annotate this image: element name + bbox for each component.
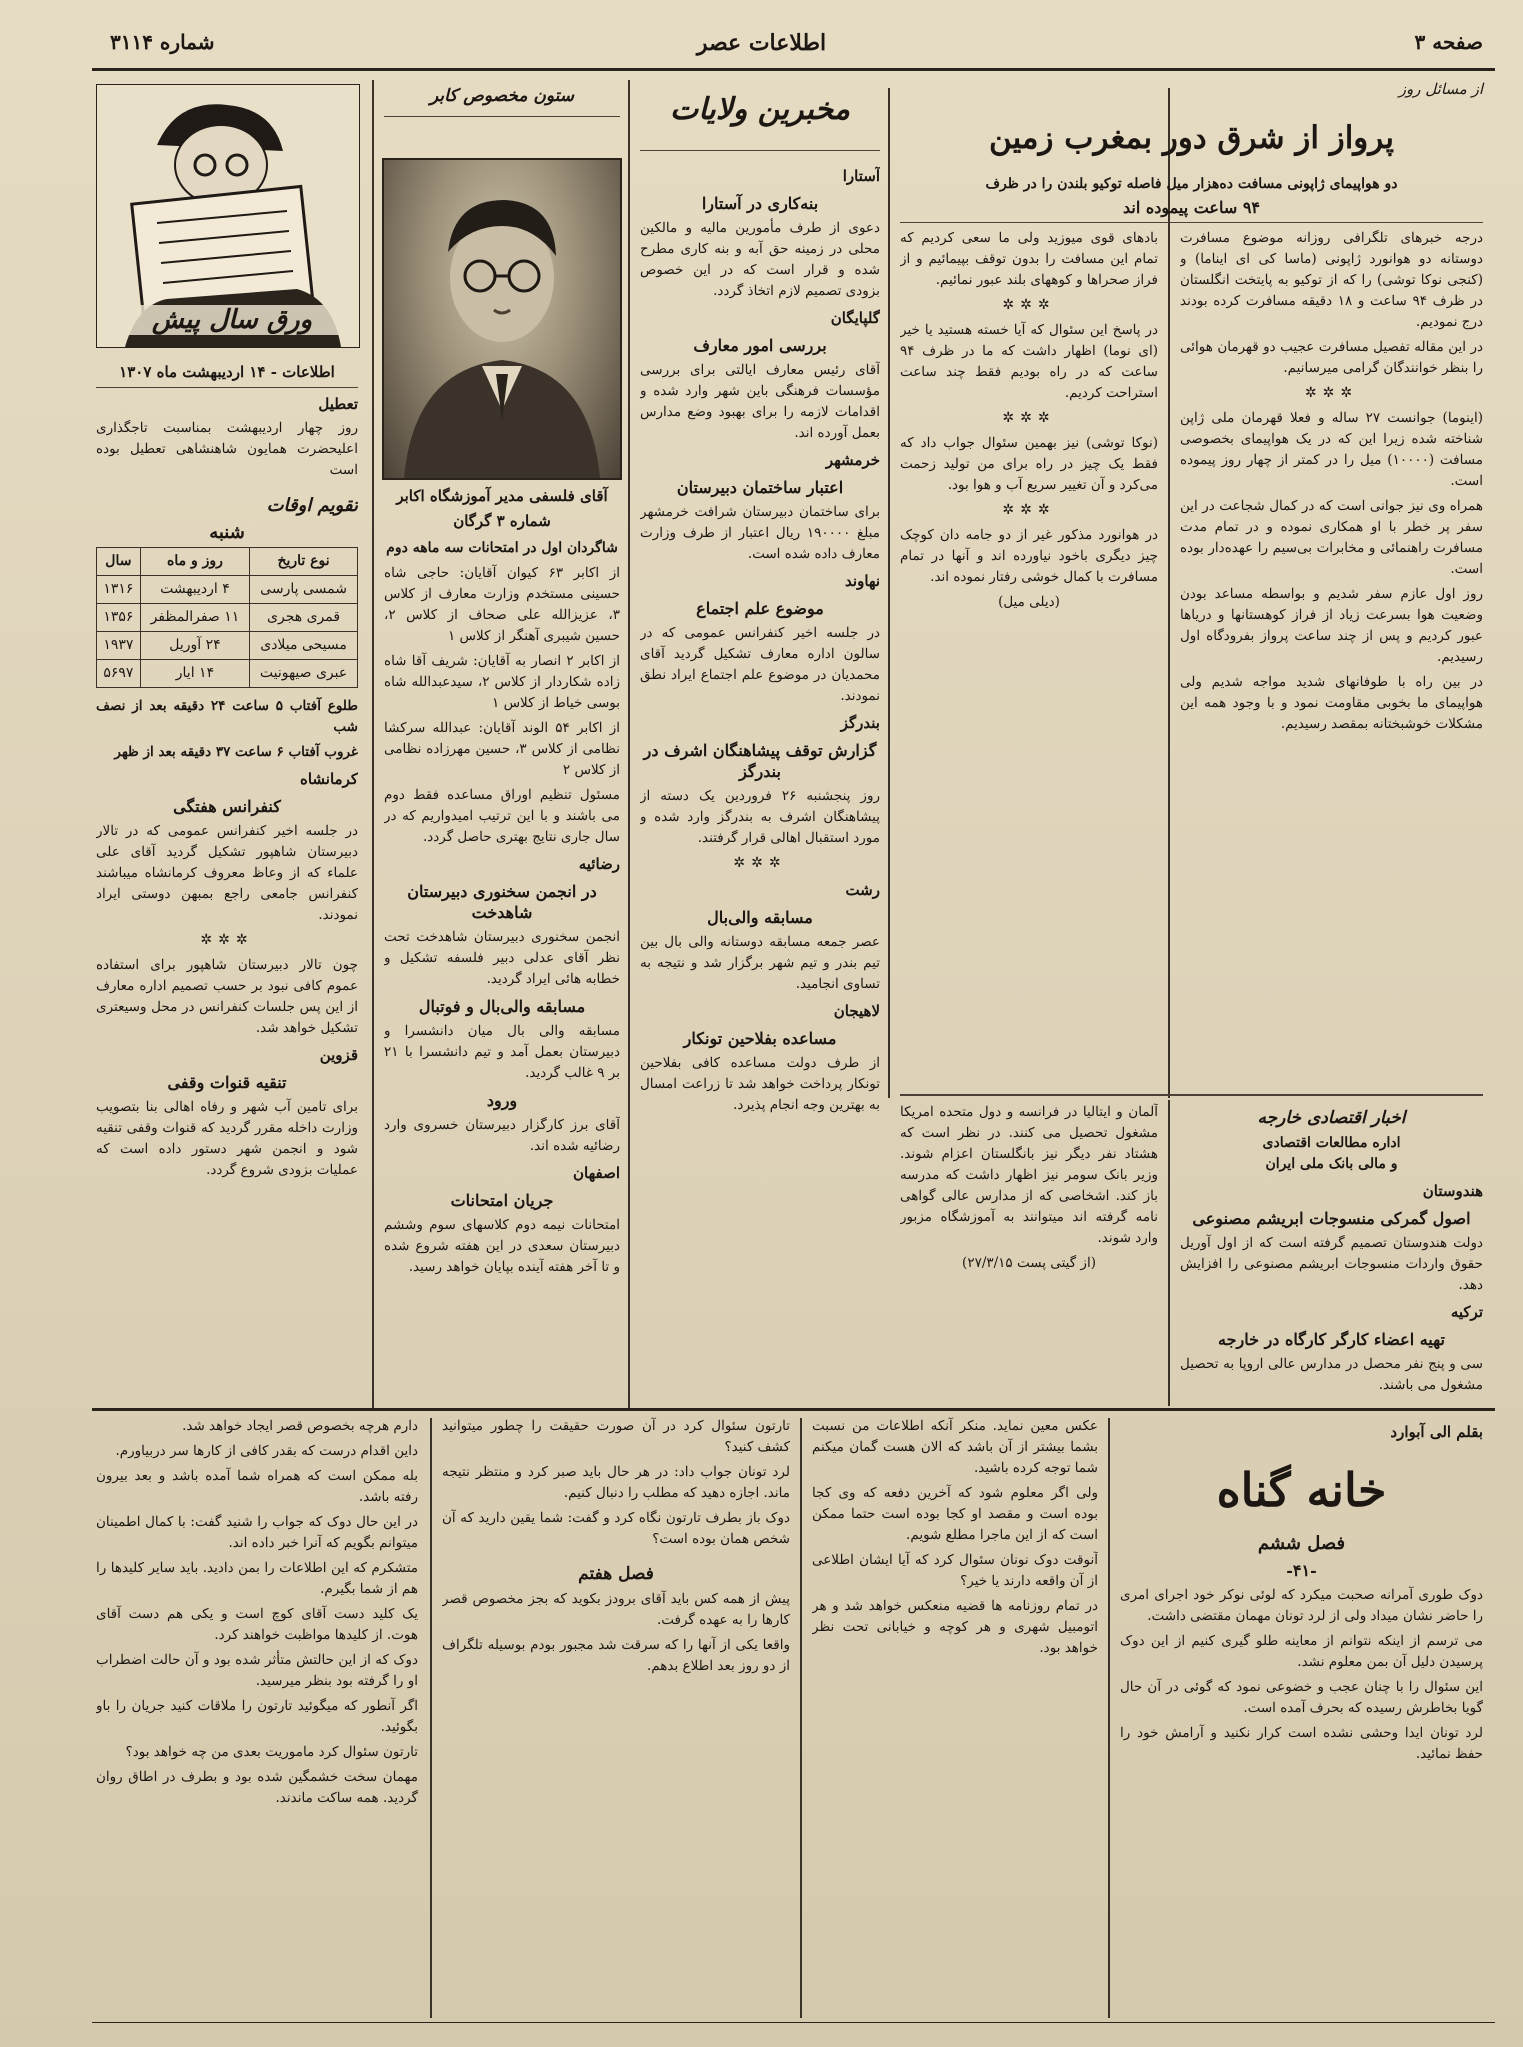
section-place: بندرگز [840, 714, 880, 732]
provinces-column [640, 160, 880, 1400]
section-subheading: کنفرانس هفتگی [173, 797, 281, 816]
section-place: گلپایگان [830, 309, 880, 327]
section-text: در جلسه اخیر کنفرانس عمومی که در تالار دبیرستان شاهپور تشکیل گردید آقای علی علماء که از وعاظ معروف کرمانشاه میباشند کنفرانس جامعی راجع بمبهن دوستی ایراد نمودند. [96, 823, 358, 923]
serial-paragraph: ولی اگر معلوم شود که آخرین دفعه که وی کجا بوده است و مقصد او کجا بوده است حتما ممکن است که از این ماجرا مطلع شویم. [812, 1485, 1098, 1543]
serial-paragraph: داین اقدام درست که بقدر کافی از کارها سر دربیاورم. [115, 1443, 418, 1459]
column-rule [1168, 88, 1170, 1098]
star-divider: ✲✲✲ [200, 932, 254, 948]
serial-continued-column-2 [442, 1416, 790, 2016]
section-heading: مسابقه والی‌بال و فوتبال [418, 997, 586, 1016]
calendar-row [97, 660, 358, 688]
serial-paragraph: دوک طوری آمرانه صحبت میکرد که لوئی نوکر خود اجرای امری را حاضر نشان میداد ولی از لرد تونان مهمان مقتضی داشت. [1120, 1587, 1483, 1624]
calendar-cell: ۵۶۹۷ [97, 660, 141, 688]
serial-paragraph: اگر آنطور که میگوئید تارتون را ملاقات کنید جریان را باو بگوئید. [96, 1698, 418, 1735]
exam-heading: شاگردان اول در امتحانات سه ماهه دوم [386, 540, 618, 556]
calendar-cell: ۱۹۳۷ [97, 632, 141, 660]
section-heading: موضوع علم اجتماع [696, 599, 824, 618]
economic-news-column [1180, 1102, 1483, 1402]
city-heading: رضائیه [578, 855, 620, 873]
section-text: چون تالار دبیرستان شاهپور برای استفاده عموم کافی نبود بر حسب تصمیم اداره معارف از این پس جلسات کنفرانس در محل وسیعتری تشکیل خواهد شد. [96, 957, 358, 1036]
header-rule [92, 68, 1495, 71]
section-text: از طرف دولت مساعده کافی بفلاحین تونکار پرداخت خواهد شد تا زراعت امسال به بهترین وجه انجام پذیرد. [640, 1055, 880, 1113]
sunset-time: غروب آفتاب ۶ ساعت ۳۷ دقیقه بعد از ظهر [114, 744, 358, 760]
column-rule [430, 1418, 432, 2018]
page-number: صفحه ۳ [1414, 30, 1483, 54]
main-story-column-b [900, 228, 1158, 1090]
section-text: برای ساختمان دبیرستان شرافت خرمشهر مبلغ ۱۹۰۰۰۰ ریال اعتبار از طرف وزارت معارف داده شده است. [640, 504, 880, 562]
serial-paragraph: دارم هرچه بخصوص قصر ایجاد خواهد شد. [182, 1418, 418, 1434]
section-rule [900, 1094, 1483, 1096]
story-paragraph: بادهای قوی میوزید ولی ما سعی کردیم که تمام این مسافت را بدون توقف بپیمائیم و از فراز صحراها و کوههای بلند عبور نمائیم. [900, 230, 1158, 288]
calendar-cell: ۴ اردیبهشت [140, 576, 249, 604]
serial-chapter-7: فصل هفتم [578, 1564, 654, 1584]
serial-paragraph: یک کلید دست آقای کوچ است و یکی هم دست آقای هوت. از کلیدها مواظبت خواهند کرد. [96, 1606, 418, 1643]
photo-caption-line1: آقای فلسفی مدیر آموزشگاه اکابر [396, 487, 608, 505]
exam-paragraph: مسئول تنظیم اوراق مساعده فقط دوم می باشند و با این ترتیب امیدواریم که در سال جاری نتایج بهتری حاصل گردد. [384, 787, 620, 845]
section-text: مسابقه والی بال میان دانشسرا و دبیرستان بعمل آمد و تیم دانشسرا با ۲۱ بر ۹ غالب گردید. [384, 1023, 620, 1081]
economic-source-line2: و مالی بانک ملی ایران [1265, 1156, 1398, 1172]
serial-paragraph: تارتون سئوال کرد در آن صورت حقیقت را چطور میتوانید کشف کنید؟ [442, 1418, 790, 1455]
section-text: امتحانات نیمه دوم کلاسهای سوم وششم دبیرستان سعدی در این هفته شروع شده و تا آخر هفته آینده بپایان خواهد رسید. [384, 1217, 620, 1275]
date-rule [96, 387, 358, 388]
issue-number: شماره ۳۱۱۴ [110, 30, 215, 54]
exam-paragraph: از اکابر ۶۳ کیوان آقایان: حاجی شاه حسینی مستخدم وزارت معارف از کلاس ۳، عزیزالله علی صحاف از کلاس ۲، حسین شیبری آهنگر از کلاس ۱ [384, 565, 620, 644]
serial-byline: بقلم الی آبوارد [1390, 1423, 1483, 1441]
serial-continued-column-1 [812, 1416, 1098, 2016]
serial-paragraph: این سئوال را با چنان عجب و خضوعی نمود که گوئی در آن حال گویا بخاطرش رسیده که بحرف آمده است. [1120, 1679, 1483, 1716]
calendar-header-row [97, 548, 358, 576]
serial-paragraph: مهمان سخت خشمگین شده بود و بطرف در اطاق روان گردید. همه ساکت ماندند. [96, 1769, 418, 1806]
footer-rule [92, 2022, 1495, 2023]
section-heading: بررسی امور معارف [693, 336, 827, 355]
title-rule [384, 116, 620, 117]
calendar-col-day: روز و ماه [140, 548, 249, 576]
serial-paragraph: دوک باز بطرف تارتون نگاه کرد و گفت: شما یقین دارید که آن شخص همان بوده است؟ [442, 1510, 790, 1547]
calendar-cell: ۱۳۱۶ [97, 576, 141, 604]
star-divider: ✲✲✲ [1304, 385, 1359, 401]
section-heading: اعتبار ساختمان دبیرستان [676, 478, 844, 497]
section-subheading: تنقیه قنوات وقفی [167, 1073, 287, 1092]
story-paragraph: درجه خبرهای تلگرافی روزانه موضوع مسافرت دوستانه دو هوانورد ژاپونی (ماسا کی ای ایناما) و (کنجی نوکا توشی) را که از توکیو به پایتخت انگلستان در ظرف ۹۴ ساعت و ۱۸ دقیقه مسافرت کرده بودند درج نمودیم. [1180, 230, 1483, 330]
headline-rule [900, 222, 1483, 223]
main-subtitle-line2: ۹۴ ساعت پیموده اند [1122, 198, 1261, 217]
serial-title: خانه گناه [1216, 1463, 1387, 1517]
calendar-cell: قمری هجری [250, 604, 358, 632]
holiday-text: روز چهار اردیبهشت بمناسبت تاجگذاری اعلیحضرت همایون شاهنشاهی تعطیل بوده است [96, 420, 358, 478]
section-heading: گزارش توقف پیشاهنگان اشرف در بندرگز [643, 741, 877, 781]
serial-paragraph: واقعا یکی از آنها را که سرقت شد مجبور بودم بوسیله تلگراف از دو روز بعد اطلاع بدهم. [442, 1637, 790, 1674]
section-subheading: در انجمن سخنوری دبیرستان شاهدخت [407, 882, 597, 922]
serial-paragraph: لرد تونان ایدا وحشی نشده است کرار نکنید و آرامش خود را حفظ نمائید. [1120, 1725, 1483, 1762]
main-subtitle-line1: دو هواپیمای ژاپونی مسافت ده‌هزار میل فاصله توکیو بلندن را در ظرف [985, 176, 1398, 192]
calendar-row [97, 632, 358, 660]
story-paragraph: روز اول عازم سفر شدیم و بواسطه مساعد بودن وضعیت هوا بسرعت زیاد از فراز کوهستانها و دریاها عبور کردیم و پس از چند ساعت پرواز بفرودگاه اول رسیدیم. [1180, 586, 1483, 665]
section-text: عصر جمعه مسابقه دوستانه والی بال بین تیم بندر و تیم شهر برگزار شد و نتیجه به تساوی انجامید. [640, 934, 880, 992]
section-heading: مسابقه والی‌بال [707, 908, 813, 927]
column-rule [1108, 1418, 1110, 2018]
serial-chapter: فصل ششم [1257, 1533, 1346, 1554]
section-place: لاهیجان [833, 1002, 880, 1020]
economic-continued-column [900, 1102, 1158, 1402]
economic-source-line1: اداره مطالعات اقتصادی [1262, 1135, 1401, 1151]
portrait-figure [384, 160, 620, 478]
section-heading: مساعده بفلاحین تونکار [683, 1029, 837, 1048]
calendar-cell: شمسی پارسی [250, 576, 358, 604]
section-text: روز پنجشنبه ۲۶ فروردین یک دسته از پیشاهنگان اشرف به بندرگز وارد شده و مورد استقبال اهالی قرار گرفتند. [640, 788, 880, 846]
section-subheading: جریان امتحانات [450, 1191, 554, 1210]
section-text: آقای رئیس معارف ایالتی برای بررسی مؤسسات فرهنگی باین شهر وارد شده و اقدامات لازمه را برای بهبود وضع مدارس بعمل آورده اند. [640, 362, 880, 441]
title-rule [640, 150, 880, 151]
calendar-cell: مسیحی میلادی [250, 632, 358, 660]
serial-paragraph: پیش از همه کس باید آقای برودز بکوید که بجز مخصوص قصر کارها را به عهده گرفت. [442, 1591, 790, 1628]
calendar-heading: تقویم اوقات [266, 495, 358, 516]
exam-paragraph: از اکابر ۲ انصار به آقایان: شریف آقا شاه زاده شکاردار از کلاس ۲، سیدعبدالله شاه بوسی خیاط از کلاس ۱ [384, 653, 620, 711]
serial-paragraph: متشکرم که این اطلاعات را بمن دادید. باید سایر کلیدها را هم از شما بگیرم. [96, 1560, 418, 1597]
serial-section-rule [92, 1408, 1495, 1411]
economic-text: سی و پنج نفر محصل در مدارس عالی اروپا به تحصیل مشغول می باشند. [1180, 1356, 1483, 1393]
calendar-row [97, 604, 358, 632]
story-paragraph: (اینوما) جوانست ۲۷ ساله و فعلا قهرمان ملی ژاپن شناخته شده زیرا این که در یک هواپیمای بخصوصی مسافت (۱۰۰۰۰) میل را در کمتر از چهار روز پیموده است. [1180, 410, 1483, 489]
section-text: آقای برز کارگزار دبیرستان خسروی وارد رضائیه شده اند. [384, 1117, 620, 1154]
column-rule [888, 88, 890, 1098]
story-paragraph: همراه وی نیز جوانی است که در کمال شجاعت در این سفر پر خطر با او همکاری نموده و در تمام مدت مسافرت راهنمائی و مخابرات بی‌سیم را عهده‌دار بوده است. [1180, 498, 1483, 577]
serial-paragraph: عکس معین نماید. منکر آنکه اطلاعات من نسبت بشما بیشتر از آن باشد که الان هست گمان میکنم شما توجه کرده باشید. [812, 1418, 1098, 1476]
history-column [96, 356, 358, 1401]
section-place: خرمشهر [825, 451, 880, 469]
section-place: رشت [845, 881, 880, 899]
portrait-photo [382, 158, 622, 480]
star-divider: ✲✲✲ [733, 855, 787, 871]
serial-continued-column-3 [96, 1416, 418, 2016]
economic-text: دولت هندوستان تصمیم گرفته است که از اول آوریل حقوق واردات منسوجات ابریشم مصنوعی را افزایش دهد. [1180, 1235, 1483, 1293]
adult-column [384, 484, 620, 1404]
country-heading: ترکیه [1450, 1303, 1483, 1321]
calendar-cell: ۲۴ آوریل [140, 632, 249, 660]
calendar-cell: ۱۳۵۶ [97, 604, 141, 632]
continued-signature: (از گیتی پست ۲۷/۳/۱۵) [962, 1255, 1096, 1271]
column-rule [1168, 1100, 1170, 1406]
economic-heading: تهیه اعضاء کارگر کارگاه در خارجه [1218, 1330, 1445, 1349]
story-paragraph: (نوکا توشی) نیز بهمین سئوال جواب داد که فقط یک چیز در راه برای من تولید زحمت می‌کرد و آن تغییر سریع آب و هوا بود. [900, 435, 1158, 493]
serial-paragraph: دوک که از این حالتش متأثر شده بود و آن حالت اضطراب او را گرفته بود بنظر میرسید. [96, 1652, 418, 1689]
sunrise-time: طلوع آفتاب ۵ ساعت ۲۴ دقیقه بعد از نصف شب [96, 698, 358, 735]
holiday-heading: تعطیل [318, 395, 358, 413]
country-heading: هندوستان [1422, 1182, 1483, 1200]
section-text: برای تامین آب شهر و رفاه اهالی بنا بتصویب وزارت داخله مقرر گردید که قنوات وقفی تنقیه شود و انجمن شهر دستور داده است که عملیات بزودی شروع گردد. [96, 1099, 358, 1178]
calendar-cell: عبری صیهونیت [250, 660, 358, 688]
section-text: در جلسه اخیر کنفرانس عمومی که در سالون اداره معارف تشکیل گردید آقای محمدیان در موضوع علم اجتماع ایراد نطق نمودند. [640, 625, 880, 704]
reader-sketch-illustration [96, 84, 360, 348]
main-headline: پرواز از شرق دور بمغرب زمین [988, 120, 1395, 156]
column-rule [372, 80, 374, 1410]
main-story-column-a [1180, 228, 1483, 1090]
serial-paragraph: آنوقت دوک نونان سئوال کرد که آیا ایشان اطلاعی از آن واقعه دارند یا خیر؟ [812, 1552, 1098, 1589]
calendar-col-year: سال [97, 548, 141, 576]
section-place: آستارا [842, 167, 880, 185]
story-paragraph: در این مقاله تفصیل مسافرت عجیب دو قهرمان هوائی را بنظر خوانندگان گرامی میرسانیم. [1180, 339, 1483, 376]
provinces-title: مخبرین ولایات [670, 92, 850, 127]
calendar-cell: ۱۴ ایار [140, 660, 249, 688]
star-divider: ✲✲✲ [1002, 297, 1056, 313]
story-paragraph: در بین راه با طوفانهای شدید مواجه شدیم ولی هواپیمای ما بخوبی مقاومت نمود و با وجود همه این مشکلات خوشبختانه بمقصد رسیدیم. [1180, 674, 1483, 732]
section-heading: ورود [486, 1091, 518, 1110]
city-heading: اصفهان [573, 1164, 620, 1182]
economic-heading: اصول گمرکی منسوجات ابریشم مصنوعی [1192, 1209, 1471, 1228]
section-place: نهاوند [845, 572, 880, 590]
story-paragraph: در هوانورد مذکور غیر از دو جامه دان کوچک چیز دیگری باخود نیاورده اند و آنها در تمام مسافرت با کمال خوشی رفتار نموده اند. [900, 527, 1158, 585]
column-rule [800, 1418, 802, 2018]
adult-column-title: ستون مخصوص کابر [429, 86, 575, 106]
calendar-col-type: نوع تاریخ [250, 548, 358, 576]
calendar-table [96, 547, 358, 688]
serial-paragraph: تارتون سئوال کرد ماموریت بعدی من چه خواهد بود؟ [125, 1744, 418, 1760]
serial-paragraph: بله ممکن است که همراه شما آمده باشد و بعد بیرون رفته باشد. [96, 1468, 418, 1505]
story-paragraph: در پاسخ این سئوال که آیا خسته هستید یا خیر (ای نوما) اظهار داشت که ما در ظرف ۹۴ ساعت که در راه بودیم فقط چند ساعت استراحت کردیم. [900, 322, 1158, 401]
paper-name: اطلاعات عصر [696, 30, 827, 56]
calendar-day: شنبه [209, 522, 245, 543]
exam-paragraph: از اکابر ۵۴ الوند آقایان: عبدالله سرکشا نظامی از کلاس ۳، حسین مهرزاده نظامی از کلاس ۲ [384, 720, 620, 778]
serial-paragraph: در تمام روزنامه ها قضیه منعکس خواهد شد و هر اتومبیل شهری و هر کوچه و خیابانی تحت نظر خواهد بود. [812, 1598, 1098, 1656]
section-text: دعوی از طرف مأمورین مالیه و مالکین محلی در زمینه حق آبه و بنه کاری مطرح شده و قرار است که در این خصوص بزودی تصمیم لازم اتخاذ گردد. [640, 220, 880, 299]
star-divider: ✲✲✲ [1002, 502, 1056, 518]
story-kicker: از مسائل روز [1398, 80, 1483, 98]
economic-section-title: اخبار اقتصادی خارجه [1257, 1108, 1406, 1128]
story-signature: (دیلی میل) [998, 594, 1060, 610]
calendar-cell: ۱۱ صفرالمظفر [140, 604, 249, 632]
serial-paragraph: می ترسم از اینکه نتوانم از معاینه طلو گیری کنیم از این دوک پرسیدن دلیل آن بمن معلوم نشد. [1120, 1633, 1483, 1670]
city-heading: کرمانشاه [299, 770, 358, 788]
serial-number: -۴۱- [1286, 1561, 1317, 1580]
photo-caption-line2: شماره ۳ گرگان [453, 512, 551, 530]
serial-paragraph: لرد تونان جواب داد: در هر حال باید صبر کرد و منتظر نتیجه ماند. اجازه دهید که مطلب را دنبال کنیم. [442, 1464, 790, 1501]
city-heading: قزوین [319, 1046, 358, 1064]
serial-story-column [1120, 1416, 1483, 2016]
continued-text: آلمان و ایتالیا در فرانسه و دول متحده امریکا مشغول تحصیل می کنند. در نظر است که هشتاد نفر دیگر نیز بانگلستان اعزام شوند. وزیر بانک سومر نیز اظهار داشت که مدرسه باز کند. اشخاصی که از مدارس عالی گواهی نامه گرفته اند میتوانند به آموزشگاه مزبور وارد شوند. [900, 1104, 1158, 1246]
column-rule [628, 80, 630, 1410]
history-column-title: ورق سال پیش [117, 305, 347, 335]
history-date: اطلاعات - ۱۴ اردیبهشت ماه ۱۳۰۷ [119, 363, 335, 381]
serial-paragraph: در این حال دوک که جواب را شنید گفت: با کمال اطمینان میتوانم بگویم که آنرا خبر داده اند. [96, 1514, 418, 1551]
calendar-row [97, 576, 358, 604]
star-divider: ✲✲✲ [1002, 410, 1056, 426]
section-text: انجمن سخنوری دبیرستان شاهدخت تحت نظر آقای عدلی دبیر فلسفه تشکیل و خطابه هائی ایراد گردید. [384, 929, 620, 987]
section-heading: بنه‌کاری در آستارا [701, 194, 819, 213]
